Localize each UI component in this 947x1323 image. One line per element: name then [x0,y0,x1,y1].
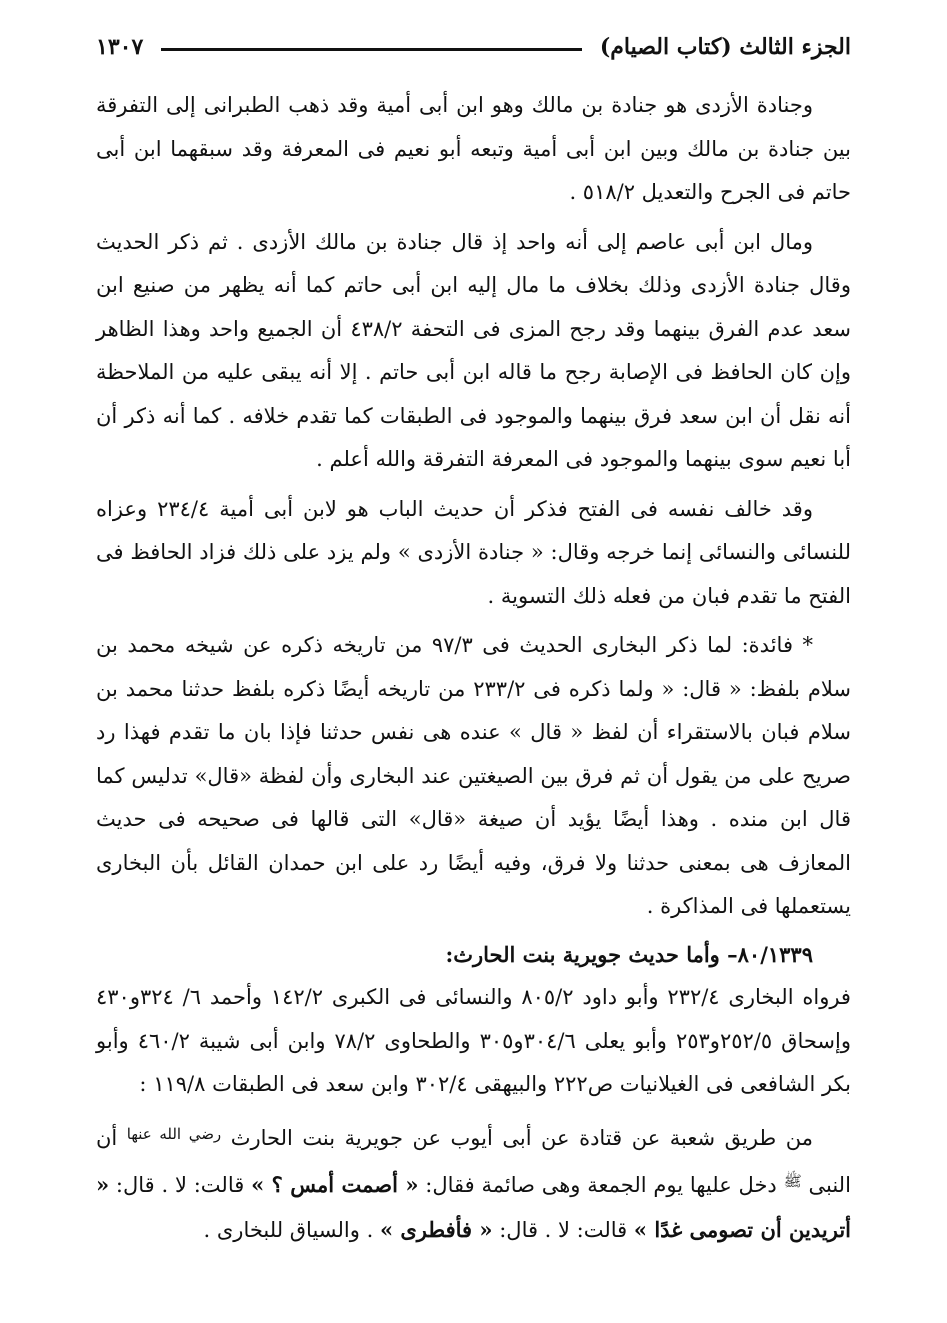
hadith-text-part-5: قالت: لا . قال: [499,1217,628,1242]
honorific-companion-glyph: رضي الله عنها [126,1124,222,1143]
quote-2: « أتريدين أن تصومى غدًا » [96,1172,851,1242]
hadith-text-paragraph [96,1113,851,1253]
page-number: ١٣٠٧ [96,34,144,60]
honorific-prophet-glyph: ﷺ [783,1172,802,1190]
hadith-text-part-4: قالت: لا . قال: [115,1173,245,1197]
paragraph-1: وجنادة الأزدى هو جنادة بن مالك وهو ابن أبى أمية وقد ذهب الطبرانى إلى التفرقة بين جنادة بن مالك وبين ابن أبى أمية وتبعه أبو نعيم فى المعرفة وقد سبقهما ابن أبى حاتم فى الجرح والتعديل ٥١٨/٢ . [96,93,851,204]
paragraph-3: وقد خالف نفسه فى الفتح فذكر أن حديث الباب هو لابن أبى أمية ٢٣٤/٤ وعزاه للنسائى والنسائى إنما خرجه وقال: « جنادة الأزدى » ولم يزد على ذلك فزاد الحافظ فى الفتح ما تقدم فبان من فعله ذلك التسوية . [96,496,851,608]
quote-3: « فأفطرى » [379,1216,493,1242]
benefit-note-paragraph: * فائدة: لما ذكر البخارى الحديث فى ٩٧/٣ من تاريخه ذكره عن شيخه محمد بن سلام بلفظ: « قال: « ولما ذكره فى ٢٣٣/٢ من تاريخه أيضًا ذكره بلفظ حدثنا محمد بن سلام فبان بالاستقراء أن لفظ « قال » عنده هى نفس حدثنا فإذا بان ما تقدم فهذا رد صريح على من يقول أن ثم فرق بين الصيغتين عند البخارى وأن لفظة «قال» تدليس كما قال ابن منده . وهذا أيضًا يؤيد أن صيغة «قال» التى قالها فى صحيحه فى حديث المعازف هى بمعنى حدثنا ولا فرق، وفيه أيضًا رد على ابن حمدان القائل بأن البخارى يستعملها فى المذاكرة . [96,633,851,918]
hadith-text-part-2: أن النبى [96,1125,851,1197]
hadith-section-heading: ٨٠/١٣٣٩– وأما حديث جويرية بنت الحارث: [445,941,813,967]
header-rule-line [161,48,582,51]
quote-1: « أصمت أمس ؟ » [251,1172,419,1197]
takhrij-paragraph: فرواه البخارى ٢٣٢/٤ وأبو داود ٨٠٥/٢ والنسائى فى الكبرى ١٤٢/٢ وأحمد ٦/ ٣٢٤و٤٣٠ وإسحاق ٢٥٢/٥و٢٥٣ وأبو يعلى ٣٠٤/٦و٣٠٥ والطحاوى ٧٨/٢ وابن أبى شيبة ٤٦٠/٢ وأبو بكر الشافعى فى الغيلانيات ص٢٢٢ والبيهقى ٣٠٢/٤ وابن سعد فى الطبقات ١١٩/٨ : [96,985,851,1096]
page-body [96,84,851,1252]
hadith-text-part-1: من طريق شعبة عن قتادة عن أبى أيوب عن جويرية بنت الحارث [230,1125,813,1150]
running-header [96,30,851,64]
hadith-text-part-6: . والسياق للبخارى . [203,1217,374,1242]
running-header-title: الجزء الثالث (كتاب الصيام) [599,34,851,60]
hadith-text-part-3: دخل عليها يوم الجمعة وهى صائمة فقال: [425,1173,777,1197]
paragraph-2: ومال ابن أبى عاصم إلى أنه واحد إذ قال جنادة بن مالك الأزدى . ثم ذكر الحديث وقال جنادة الأزدى وذلك بخلاف ما مال إليه ابن أبى حاتم كما أنه يظهر من صنيع ابن سعد عدم الفرق بينهما وقد رجح المزى فى التحفة ٤٣٨/٢ أن الجميع واحد وهذا الظاهر وإن كان الحافظ فى الإصابة رجح ما قاله ابن أبى حاتم . إلا أنه يبقى عليه من الملاحظة أنه نقل أن ابن سعد فرق بينهما والموجود فى الطبقات كما تقدم خلافه . كما أنه ذكر أن أبا نعيم سوى بينهما والموجود فى المعرفة التفرقة والله أعلم . [96,229,851,471]
